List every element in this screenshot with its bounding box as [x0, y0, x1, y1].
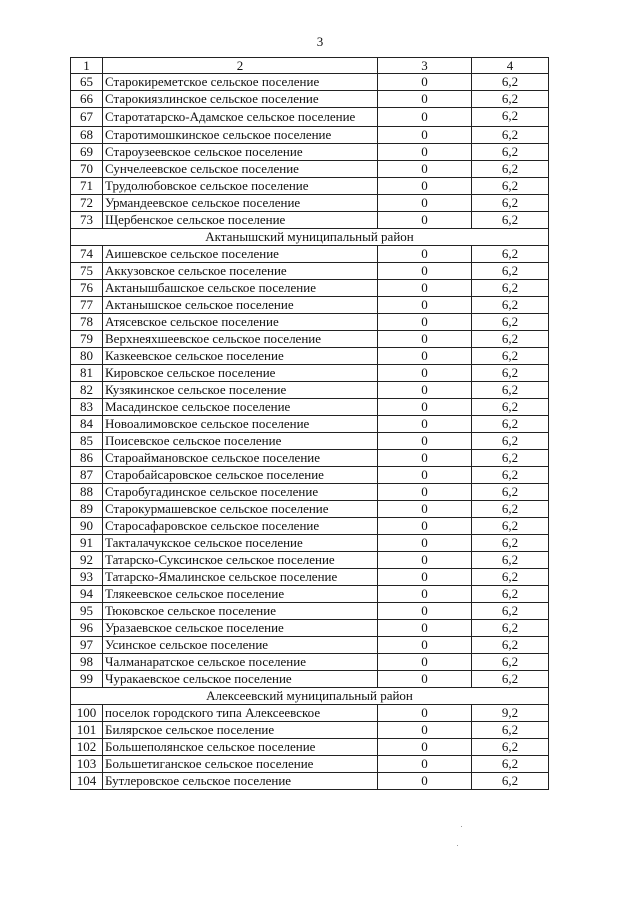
column-4-value: 6,2	[472, 552, 549, 569]
table-row	[71, 382, 549, 399]
settlement-name: Кузякинское сельское поселение	[103, 382, 378, 399]
table-row	[71, 331, 549, 348]
column-3-value: 0	[378, 586, 472, 603]
row-number: 77	[71, 297, 103, 314]
settlement-name: Актанышское сельское поселение	[103, 297, 378, 314]
column-4-value: 6,2	[472, 654, 549, 671]
column-3-value: 0	[378, 756, 472, 773]
column-3-value: 0	[378, 773, 472, 790]
settlement-name: Большетиганское сельское поселение	[103, 756, 378, 773]
row-number: 100	[71, 705, 103, 722]
settlement-name: Усинское сельское поселение	[103, 637, 378, 654]
table-row	[71, 620, 549, 637]
column-4-value: 6,2	[472, 501, 549, 518]
settlement-name: Верхнеяхшеевское сельское поселение	[103, 331, 378, 348]
column-3-value: 0	[378, 637, 472, 654]
column-3-value: 0	[378, 331, 472, 348]
column-3-value: 0	[378, 467, 472, 484]
column-4-value: 9,2	[472, 705, 549, 722]
table-row	[71, 586, 549, 603]
table-row	[71, 91, 549, 108]
column-4-value: 6,2	[472, 297, 549, 314]
settlement-name: Старобугадинское сельское поселение	[103, 484, 378, 501]
column-3-value: 0	[378, 365, 472, 382]
column-4-value: 6,2	[472, 127, 549, 144]
settlement-name: Казкеевское сельское поселение	[103, 348, 378, 365]
column-3-value: 0	[378, 518, 472, 535]
column-3-value: 0	[378, 739, 472, 756]
row-number: 96	[71, 620, 103, 637]
table-row	[71, 399, 549, 416]
row-number: 71	[71, 178, 103, 195]
settlement-name: Трудолюбовское сельское поселение	[103, 178, 378, 195]
district-header-row	[71, 229, 549, 246]
table-row	[71, 108, 549, 127]
column-header-4: 4	[472, 58, 549, 74]
column-4-value: 6,2	[472, 246, 549, 263]
row-number: 98	[71, 654, 103, 671]
column-4-value: 6,2	[472, 348, 549, 365]
column-4-value: 6,2	[472, 739, 549, 756]
row-number: 86	[71, 450, 103, 467]
column-3-value: 0	[378, 722, 472, 739]
row-number: 103	[71, 756, 103, 773]
column-4-value: 6,2	[472, 314, 549, 331]
row-number: 99	[71, 671, 103, 688]
settlement-name: Щербенское сельское поселение	[103, 212, 378, 229]
row-number: 79	[71, 331, 103, 348]
settlement-name: Старосафаровское сельское поселение	[103, 518, 378, 535]
column-3-value: 0	[378, 297, 472, 314]
row-number: 89	[71, 501, 103, 518]
table-row	[71, 263, 549, 280]
column-3-value: 0	[378, 569, 472, 586]
row-number: 70	[71, 161, 103, 178]
column-3-value: 0	[378, 212, 472, 229]
column-3-value: 0	[378, 161, 472, 178]
table-row	[71, 416, 549, 433]
column-3-value: 0	[378, 552, 472, 569]
column-3-value: 0	[378, 484, 472, 501]
table-row	[71, 518, 549, 535]
column-4-value: 6,2	[472, 603, 549, 620]
settlement-name: Чуракаевское сельское поселение	[103, 671, 378, 688]
row-number: 81	[71, 365, 103, 382]
table-row	[71, 127, 549, 144]
table-row	[71, 450, 549, 467]
column-4-value: 6,2	[472, 518, 549, 535]
settlement-name: Старокиреметское сельское поселение	[103, 74, 378, 91]
column-3-value: 0	[378, 620, 472, 637]
column-3-value: 0	[378, 705, 472, 722]
table-row	[71, 773, 549, 790]
table-row	[71, 552, 549, 569]
table-row	[71, 705, 549, 722]
table-header-row	[71, 58, 549, 74]
settlement-name: Старобайсаровское сельское поселение	[103, 467, 378, 484]
table-row	[71, 348, 549, 365]
column-3-value: 0	[378, 74, 472, 91]
row-number: 97	[71, 637, 103, 654]
column-3-value: 0	[378, 399, 472, 416]
column-4-value: 6,2	[472, 484, 549, 501]
row-number: 78	[71, 314, 103, 331]
table-row	[71, 246, 549, 263]
column-4-value: 6,2	[472, 722, 549, 739]
table-row	[71, 637, 549, 654]
settlement-name: Чалманаратское сельское поселение	[103, 654, 378, 671]
column-3-value: 0	[378, 280, 472, 297]
column-3-value: 0	[378, 382, 472, 399]
table-row	[71, 161, 549, 178]
row-number: 69	[71, 144, 103, 161]
column-4-value: 6,2	[472, 637, 549, 654]
column-3-value: 0	[378, 127, 472, 144]
column-4-value: 6,2	[472, 212, 549, 229]
column-4-value: 6,2	[472, 382, 549, 399]
table-row	[71, 484, 549, 501]
column-3-value: 0	[378, 433, 472, 450]
column-3-value: 0	[378, 195, 472, 212]
settlement-name: Старокурмашевское сельское поселение	[103, 501, 378, 518]
column-4-value: 6,2	[472, 671, 549, 688]
column-4-value: 6,2	[472, 161, 549, 178]
column-4-value: 6,2	[472, 586, 549, 603]
page-number: 3	[316, 34, 324, 49]
row-number: 92	[71, 552, 103, 569]
row-number: 85	[71, 433, 103, 450]
settlement-name: Тюковское сельское поселение	[103, 603, 378, 620]
row-number: 84	[71, 416, 103, 433]
column-3-value: 0	[378, 314, 472, 331]
row-number: 73	[71, 212, 103, 229]
column-4-value: 6,2	[472, 569, 549, 586]
table-row	[71, 178, 549, 195]
row-number: 72	[71, 195, 103, 212]
row-number: 66	[71, 91, 103, 108]
table-row	[71, 654, 549, 671]
table-row	[71, 603, 549, 620]
table-row	[71, 535, 549, 552]
table-row	[71, 671, 549, 688]
table-row	[71, 297, 549, 314]
column-4-value: 6,2	[472, 399, 549, 416]
column-3-value: 0	[378, 654, 472, 671]
settlement-name: Масадинское сельское поселение	[103, 399, 378, 416]
row-number: 67	[71, 108, 103, 127]
settlement-name: Татарско-Ямалинское сельское поселение	[103, 569, 378, 586]
row-number: 76	[71, 280, 103, 297]
table-row	[71, 212, 549, 229]
row-number: 95	[71, 603, 103, 620]
row-number: 101	[71, 722, 103, 739]
row-number: 88	[71, 484, 103, 501]
column-3-value: 0	[378, 416, 472, 433]
column-4-value: 6,2	[472, 365, 549, 382]
column-3-value: 0	[378, 178, 472, 195]
row-number: 91	[71, 535, 103, 552]
settlement-name: Старокиязлинское сельское поселение	[103, 91, 378, 108]
column-3-value: 0	[378, 91, 472, 108]
settlement-name: Билярское сельское поселение	[103, 722, 378, 739]
column-4-value: 6,2	[472, 91, 549, 108]
column-3-value: 0	[378, 501, 472, 518]
column-3-value: 0	[378, 144, 472, 161]
district-title: Актанышский муниципальный район	[71, 229, 549, 246]
settlement-name: Татарско-Суксинское сельское поселение	[103, 552, 378, 569]
table-row	[71, 501, 549, 518]
settlement-name: Аишевское сельское поселение	[103, 246, 378, 263]
column-4-value: 6,2	[472, 756, 549, 773]
column-3-value: 0	[378, 450, 472, 467]
row-number: 68	[71, 127, 103, 144]
table-row	[71, 433, 549, 450]
settlement-name: Бутлеровское сельское поселение	[103, 773, 378, 790]
settlement-name: Поисевское сельское поселение	[103, 433, 378, 450]
row-number: 94	[71, 586, 103, 603]
column-3-value: 0	[378, 348, 472, 365]
table-row	[71, 722, 549, 739]
column-4-value: 6,2	[472, 773, 549, 790]
column-4-value: 6,2	[472, 178, 549, 195]
settlement-name: Старотатарско-Адамское сельское поселение	[103, 108, 378, 127]
table-row	[71, 467, 549, 484]
settlement-name: Старотимошкинское сельское поселение	[103, 127, 378, 144]
row-number: 87	[71, 467, 103, 484]
row-number: 102	[71, 739, 103, 756]
column-4-value: 6,2	[472, 535, 549, 552]
table-row	[71, 739, 549, 756]
column-4-value: 6,2	[472, 108, 549, 127]
row-number: 83	[71, 399, 103, 416]
row-number: 90	[71, 518, 103, 535]
column-4-value: 6,2	[472, 467, 549, 484]
district-header-row	[71, 688, 549, 705]
scan-speck	[461, 826, 462, 827]
column-3-value: 0	[378, 108, 472, 127]
column-4-value: 6,2	[472, 74, 549, 91]
settlement-name: Актанышбашское сельское поселение	[103, 280, 378, 297]
row-number: 82	[71, 382, 103, 399]
column-4-value: 6,2	[472, 195, 549, 212]
settlement-name: Такталачукское сельское поселение	[103, 535, 378, 552]
municipalities-table	[70, 57, 549, 790]
settlement-name: Староузеевское сельское поселение	[103, 144, 378, 161]
table-row	[71, 365, 549, 382]
table-row	[71, 280, 549, 297]
column-3-value: 0	[378, 263, 472, 280]
column-3-value: 0	[378, 603, 472, 620]
table-row	[71, 144, 549, 161]
column-header-1: 1	[71, 58, 103, 74]
column-4-value: 6,2	[472, 263, 549, 280]
settlement-name: Новоалимовское сельское поселение	[103, 416, 378, 433]
settlement-name: Кировское сельское поселение	[103, 365, 378, 382]
table-row	[71, 569, 549, 586]
row-number: 80	[71, 348, 103, 365]
settlement-name: Тлякеевское сельское поселение	[103, 586, 378, 603]
column-4-value: 6,2	[472, 433, 549, 450]
table-row	[71, 314, 549, 331]
settlement-name: Урмандеевское сельское поселение	[103, 195, 378, 212]
settlement-name: Аккузовское сельское поселение	[103, 263, 378, 280]
column-4-value: 6,2	[472, 450, 549, 467]
column-4-value: 6,2	[472, 280, 549, 297]
table-row	[71, 195, 549, 212]
row-number: 75	[71, 263, 103, 280]
table-row	[71, 74, 549, 91]
settlement-name: поселок городского типа Алексеевское	[103, 705, 378, 722]
settlement-name: Большеполянское сельское поселение	[103, 739, 378, 756]
settlement-name: Уразаевское сельское поселение	[103, 620, 378, 637]
row-number: 74	[71, 246, 103, 263]
settlement-name: Староаймановское сельское поселение	[103, 450, 378, 467]
settlement-name: Сунчелеевское сельское поселение	[103, 161, 378, 178]
column-header-3: 3	[378, 58, 472, 74]
column-header-2: 2	[103, 58, 378, 74]
row-number: 104	[71, 773, 103, 790]
row-number: 65	[71, 74, 103, 91]
column-4-value: 6,2	[472, 620, 549, 637]
column-3-value: 0	[378, 246, 472, 263]
column-4-value: 6,2	[472, 416, 549, 433]
column-3-value: 0	[378, 535, 472, 552]
settlement-name: Атясевское сельское поселение	[103, 314, 378, 331]
district-title: Алексеевский муниципальный район	[71, 688, 549, 705]
column-3-value: 0	[378, 671, 472, 688]
column-4-value: 6,2	[472, 331, 549, 348]
table-row	[71, 756, 549, 773]
table-body	[71, 58, 549, 790]
column-4-value: 6,2	[472, 144, 549, 161]
scan-speck	[457, 845, 458, 846]
row-number: 93	[71, 569, 103, 586]
